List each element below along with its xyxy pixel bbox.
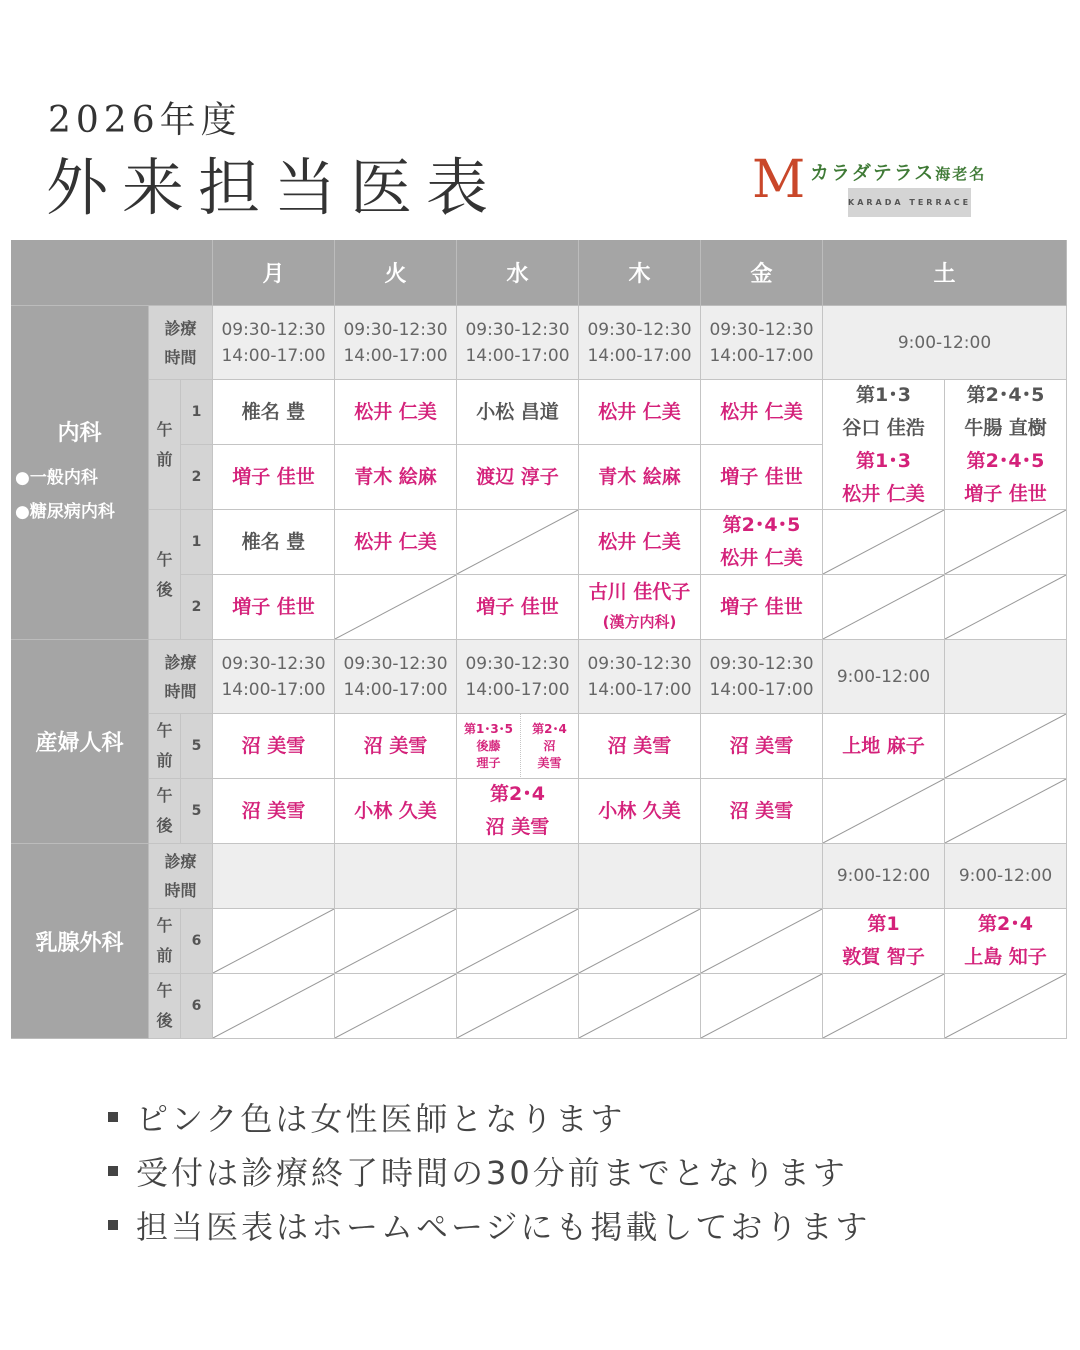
time-am: 09:30-12:30 xyxy=(709,653,814,674)
label-pm xyxy=(149,510,181,640)
time-am: 09:30-12:30 xyxy=(343,319,448,340)
empty-slot xyxy=(457,909,579,974)
time-am: 09:30-12:30 xyxy=(343,653,448,674)
note-item xyxy=(108,1144,870,1198)
time-mon xyxy=(213,640,335,714)
wed-am-obgyn-b xyxy=(521,714,579,779)
schedule-table xyxy=(11,240,1067,1039)
label-hours-2: 時間 xyxy=(164,347,197,367)
time-wed xyxy=(457,306,579,380)
bullet-icon xyxy=(108,1166,118,1176)
label-pm-1: 午 xyxy=(156,549,173,569)
label-num-2: 2 xyxy=(181,445,213,510)
label-am-2: 前 xyxy=(156,449,173,469)
fri-pm-internal xyxy=(701,510,823,575)
doctor-cell: 増子 佳世 xyxy=(213,575,335,640)
doctor-name: 牛腸 直樹 xyxy=(964,416,1047,439)
dept-internal-name: 内科 xyxy=(57,421,102,446)
note-item xyxy=(108,1090,870,1144)
label-hours-1: 診療 xyxy=(164,852,197,871)
time-sat-text: 9:00-12:00 xyxy=(897,332,992,353)
time-pm: 14:00-17:00 xyxy=(465,345,570,366)
label-num-6: 6 xyxy=(181,909,213,974)
time-empty xyxy=(213,844,335,909)
label-am xyxy=(149,380,181,510)
empty-slot xyxy=(945,510,1067,575)
label-am-1: 午 xyxy=(156,721,173,740)
doctor-cell: 小林 久美 xyxy=(579,779,701,844)
time-thu xyxy=(579,306,701,380)
time-empty xyxy=(701,844,823,909)
label-num-5: 5 xyxy=(181,714,213,779)
label-pm xyxy=(149,779,181,844)
week-label: 第2･4･5 xyxy=(966,449,1045,472)
doctor-cell: 沼 美雪 xyxy=(701,779,823,844)
time-sat xyxy=(823,306,1067,380)
day-header-tue: 火 xyxy=(335,240,457,306)
logo-name-text: カラダテラス xyxy=(810,162,936,184)
doctor-name: 松井 仁美 xyxy=(720,547,803,569)
label-am xyxy=(149,714,181,779)
bullet-icon xyxy=(108,1112,118,1122)
empty-slot xyxy=(823,779,945,844)
week-label: 第2･4･5 xyxy=(966,383,1045,406)
time-pm: 14:00-17:00 xyxy=(709,345,814,366)
time-empty xyxy=(335,844,457,909)
time-pm: 14:00-17:00 xyxy=(221,679,326,700)
doctor-cell: 沼 美雪 xyxy=(701,714,823,779)
label-hours-2: 時間 xyxy=(164,881,197,900)
label-num-1: 1 xyxy=(181,510,213,575)
week-label: 第1･3･5 xyxy=(463,721,514,736)
week-label: 第1･3 xyxy=(856,449,911,472)
logo-mark: M xyxy=(752,150,806,210)
specialty-note: (漢方内科) xyxy=(602,613,677,631)
empty-slot xyxy=(945,779,1067,844)
time-empty xyxy=(579,844,701,909)
time-sat-empty xyxy=(945,640,1067,714)
empty-slot xyxy=(701,909,823,974)
time-am: 09:30-12:30 xyxy=(587,653,692,674)
note-text: 受付は診療終了時間の30分前までとなります xyxy=(136,1154,848,1192)
doctor-name: 敦賀 智子 xyxy=(842,946,925,968)
label-hours-2: 時間 xyxy=(164,681,197,701)
time-empty xyxy=(457,844,579,909)
label-pm-2: 後 xyxy=(156,1011,173,1030)
bullet-icon xyxy=(108,1220,118,1230)
week-label: 第2･4 xyxy=(490,783,545,805)
note-text: 担当医表はホームページにも掲載しております xyxy=(136,1208,871,1246)
wed-am-obgyn-a xyxy=(457,714,521,779)
day-header-sat: 土 xyxy=(823,240,1067,306)
logo-name xyxy=(810,158,986,185)
empty-slot xyxy=(945,974,1067,1039)
empty-slot xyxy=(579,974,701,1039)
label-am-2: 前 xyxy=(156,946,173,965)
page-title: 外来担当医表 xyxy=(46,151,503,224)
doctor-cell: 沼 美雪 xyxy=(579,714,701,779)
time-tue xyxy=(335,640,457,714)
sat-am-internal-a xyxy=(823,380,945,510)
thu-pm-internal xyxy=(579,575,701,640)
doctor-name: 後藤 xyxy=(476,738,501,753)
note-item xyxy=(108,1198,870,1252)
week-label: 第1 xyxy=(867,913,900,935)
doctor-cell: 小松 昌道 xyxy=(457,380,579,445)
empty-slot xyxy=(335,575,457,640)
time-tue xyxy=(335,306,457,380)
empty-slot xyxy=(579,909,701,974)
empty-slot xyxy=(457,974,579,1039)
time-pm: 14:00-17:00 xyxy=(465,679,570,700)
dept-internal-sub2: ●糖尿病内科 xyxy=(15,502,115,522)
doctor-cell: 沼 美雪 xyxy=(213,714,335,779)
page-year: 2026年度 xyxy=(48,100,242,141)
doctor-name: 上島 知子 xyxy=(964,946,1047,968)
doctor-cell: 椎名 豊 xyxy=(213,510,335,575)
logo-location: 海老名 xyxy=(935,165,987,183)
doctor-cell: 青木 絵麻 xyxy=(579,445,701,510)
dept-internal-sub1: ●一般内科 xyxy=(15,468,98,488)
time-sat-a: 9:00-12:00 xyxy=(823,844,945,909)
doctor-name: 理子 xyxy=(476,755,501,770)
day-header-wed: 水 xyxy=(457,240,579,306)
header-corner xyxy=(11,240,213,306)
label-hours xyxy=(149,640,213,714)
time-sat: 9:00-12:00 xyxy=(823,640,945,714)
doctor-cell: 松井 仁美 xyxy=(701,380,823,445)
label-am xyxy=(149,909,181,974)
empty-slot xyxy=(823,974,945,1039)
label-pm-2: 後 xyxy=(156,579,173,599)
label-am-2: 前 xyxy=(156,751,173,770)
empty-slot xyxy=(213,909,335,974)
time-pm: 14:00-17:00 xyxy=(343,679,448,700)
time-pm: 14:00-17:00 xyxy=(221,345,326,366)
sat-am-breast-b xyxy=(945,909,1067,974)
time-am: 09:30-12:30 xyxy=(587,319,692,340)
time-fri xyxy=(701,306,823,380)
time-fri xyxy=(701,640,823,714)
empty-slot xyxy=(335,909,457,974)
time-am: 09:30-12:30 xyxy=(465,319,570,340)
time-am: 09:30-12:30 xyxy=(465,653,570,674)
label-am-1: 午 xyxy=(156,419,173,439)
label-pm-1: 午 xyxy=(156,786,173,805)
time-pm: 14:00-17:00 xyxy=(709,679,814,700)
doctor-cell: 松井 仁美 xyxy=(335,510,457,575)
doctor-cell: 増子 佳世 xyxy=(213,445,335,510)
label-pm-2: 後 xyxy=(156,816,173,835)
day-header-mon: 月 xyxy=(213,240,335,306)
label-num-1: 1 xyxy=(181,380,213,445)
label-hours xyxy=(149,844,213,909)
empty-slot xyxy=(823,510,945,575)
notes-list xyxy=(108,1090,870,1252)
doctor-cell: 青木 絵麻 xyxy=(335,445,457,510)
time-pm: 14:00-17:00 xyxy=(587,345,692,366)
doctor-cell: 沼 美雪 xyxy=(213,779,335,844)
time-am: 09:30-12:30 xyxy=(709,319,814,340)
time-am: 09:30-12:30 xyxy=(221,319,326,340)
sat-am-breast-a xyxy=(823,909,945,974)
doctor-name: 美雪 xyxy=(537,755,562,770)
doctor-cell: 沼 美雪 xyxy=(335,714,457,779)
week-label: 第2･4･5 xyxy=(722,514,801,536)
doctor-cell: 上地 麻子 xyxy=(823,714,945,779)
doctor-name: 松井 仁美 xyxy=(842,482,925,505)
doctor-cell: 松井 仁美 xyxy=(335,380,457,445)
label-pm-1: 午 xyxy=(156,981,173,1000)
doctor-name: 沼 xyxy=(543,738,556,753)
logo-subtitle: KARADA TERRACE xyxy=(848,188,971,217)
empty-slot xyxy=(701,974,823,1039)
time-thu xyxy=(579,640,701,714)
doctor-cell: 松井 仁美 xyxy=(579,380,701,445)
doctor-cell: 椎名 豊 xyxy=(213,380,335,445)
dept-breast: 乳腺外科 xyxy=(11,844,149,1039)
day-header-fri: 金 xyxy=(701,240,823,306)
week-label: 第2･4 xyxy=(532,721,567,736)
time-mon xyxy=(213,306,335,380)
empty-slot xyxy=(335,974,457,1039)
label-num-2: 2 xyxy=(181,575,213,640)
time-pm: 14:00-17:00 xyxy=(343,345,448,366)
doctor-cell: 増子 佳世 xyxy=(457,575,579,640)
label-num-6: 6 xyxy=(181,974,213,1039)
dept-internal xyxy=(11,306,149,640)
empty-slot xyxy=(945,714,1067,779)
doctor-name: 古川 佳代子 xyxy=(588,581,691,603)
doctor-cell: 増子 佳世 xyxy=(701,445,823,510)
wed-pm-obgyn xyxy=(457,779,579,844)
label-am-1: 午 xyxy=(156,916,173,935)
time-sat-b: 9:00-12:00 xyxy=(945,844,1067,909)
time-wed xyxy=(457,640,579,714)
time-am: 09:30-12:30 xyxy=(221,653,326,674)
empty-slot xyxy=(823,575,945,640)
empty-slot xyxy=(213,974,335,1039)
label-hours-1: 診療 xyxy=(164,318,197,338)
doctor-cell: 松井 仁美 xyxy=(579,510,701,575)
week-label: 第2･4 xyxy=(978,913,1033,935)
doctor-name: 沼 美雪 xyxy=(485,816,550,838)
clinic-logo xyxy=(752,150,1032,210)
dept-obgyn: 産婦人科 xyxy=(11,640,149,844)
label-pm xyxy=(149,974,181,1039)
day-header-thu: 木 xyxy=(579,240,701,306)
week-label: 第1･3 xyxy=(856,383,911,406)
label-hours-1: 診療 xyxy=(164,652,197,672)
doctor-name: 谷口 佳浩 xyxy=(842,416,925,439)
time-pm: 14:00-17:00 xyxy=(587,679,692,700)
sat-am-internal-b xyxy=(945,380,1067,510)
label-num-5: 5 xyxy=(181,779,213,844)
doctor-cell: 増子 佳世 xyxy=(701,575,823,640)
doctor-cell: 渡辺 淳子 xyxy=(457,445,579,510)
label-hours xyxy=(149,306,213,380)
empty-slot xyxy=(457,510,579,575)
doctor-name: 増子 佳世 xyxy=(964,482,1047,505)
doctor-cell: 小林 久美 xyxy=(335,779,457,844)
note-text: ピンク色は女性医師となります xyxy=(136,1100,626,1138)
empty-slot xyxy=(945,575,1067,640)
